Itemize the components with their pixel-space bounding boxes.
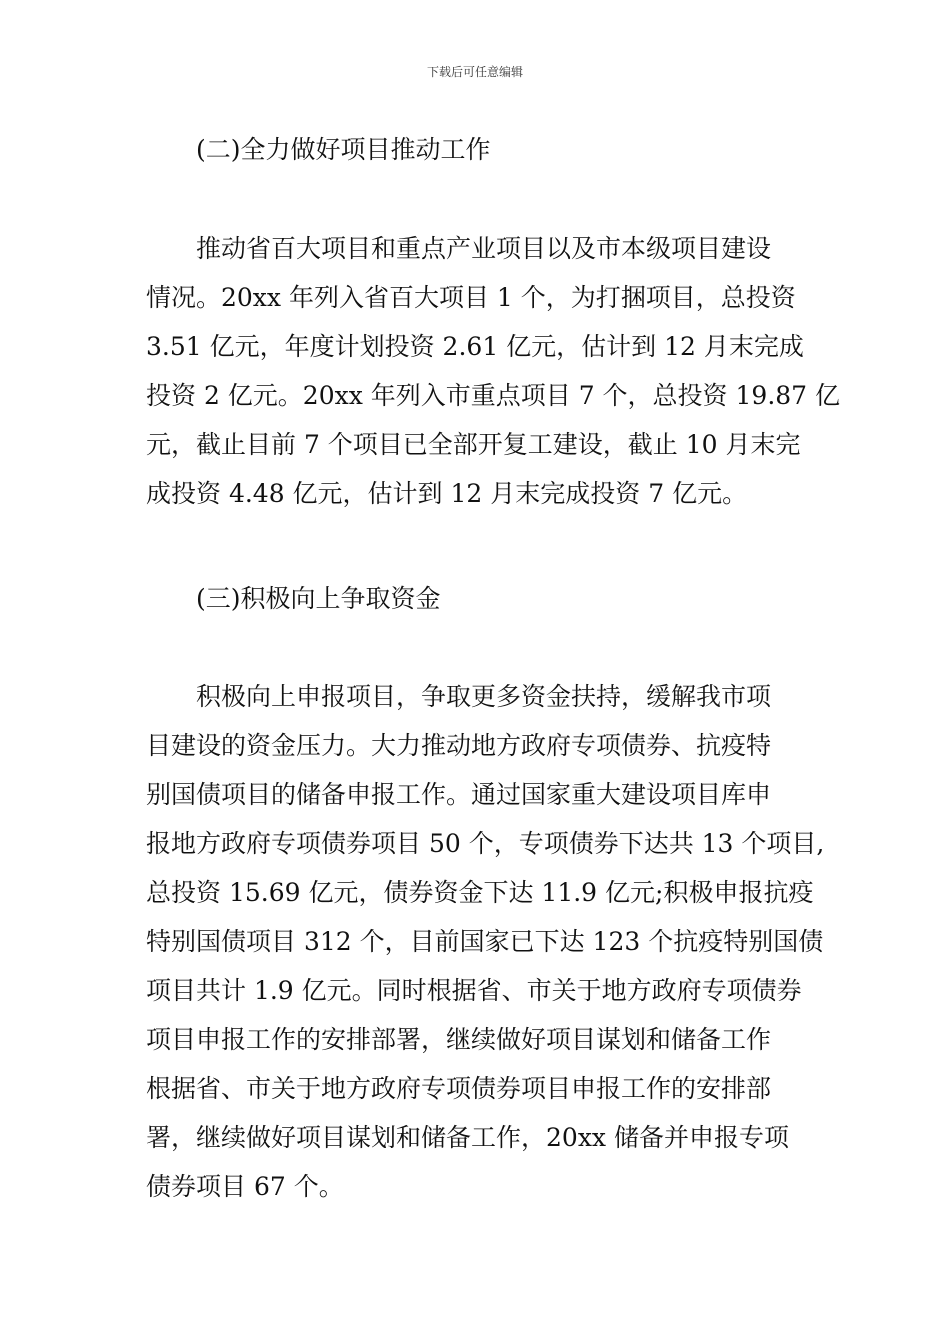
page-header: 下载后可任意编辑 [426, 65, 523, 79]
section-3-paragraph [146, 672, 826, 1211]
paragraph-line: 特别国债项目 312 个，目前国家已下达 123 个抗疫特别国债 [146, 927, 824, 956]
paragraph-line: 项目申报工作的安排部署，继续做好项目谋划和储备工作 [146, 1025, 772, 1054]
section-heading-3: (三)积极向上争取资金 [196, 584, 441, 613]
paragraph-line: 投资 2 亿元。20xx 年列入市重点项目 7 个，总投资 19.87 亿 [146, 381, 841, 410]
paragraph-line: 报地方政府专项债券项目 50 个，专项债券下达共 13 个项目, [146, 829, 825, 858]
paragraph-line: 项目共计 1.9 亿元。同时根据省、市关于地方政府专项债券 [146, 976, 802, 1005]
paragraph-line: 债券项目 67 个。 [146, 1172, 344, 1201]
paragraph-line: 根据省、市关于地方政府专项债券项目申报工作的安排部 [146, 1074, 772, 1103]
paragraph-line: 成投资 4.48 亿元，估计到 12 月末完成投资 7 亿元。 [146, 479, 748, 508]
paragraph-line: 元，截止目前 7 个项目已全部开复工建设，截止 10 月末完 [146, 430, 801, 459]
paragraph-line: 目建设的资金压力。大力推动地方政府专项债券、抗疫特 [146, 731, 772, 760]
paragraph-line: 推动省百大项目和重点产业项目以及市本级项目建设 [196, 234, 772, 263]
paragraph-line: 积极向上申报项目，争取更多资金扶持，缓解我市项 [196, 682, 772, 711]
paragraph-line: 总投资 15.69 亿元，债券资金下达 11.9 亿元;积极申报抗疫 [146, 878, 814, 907]
paragraph-line: 3.51 亿元，年度计划投资 2.61 亿元，估计到 12 月末完成 [146, 332, 804, 361]
section-2-paragraph [146, 224, 841, 518]
paragraph-line: 情况。20xx 年列入省百大项目 1 个，为打捆项目，总投资 [146, 283, 796, 312]
paragraph-line: 别国债项目的储备申报工作。通过国家重大建设项目库申 [146, 780, 772, 809]
section-heading-2: (二)全力做好项目推动工作 [196, 135, 491, 164]
paragraph-line: 署，继续做好项目谋划和储备工作，20xx 储备并申报专项 [146, 1123, 789, 1152]
